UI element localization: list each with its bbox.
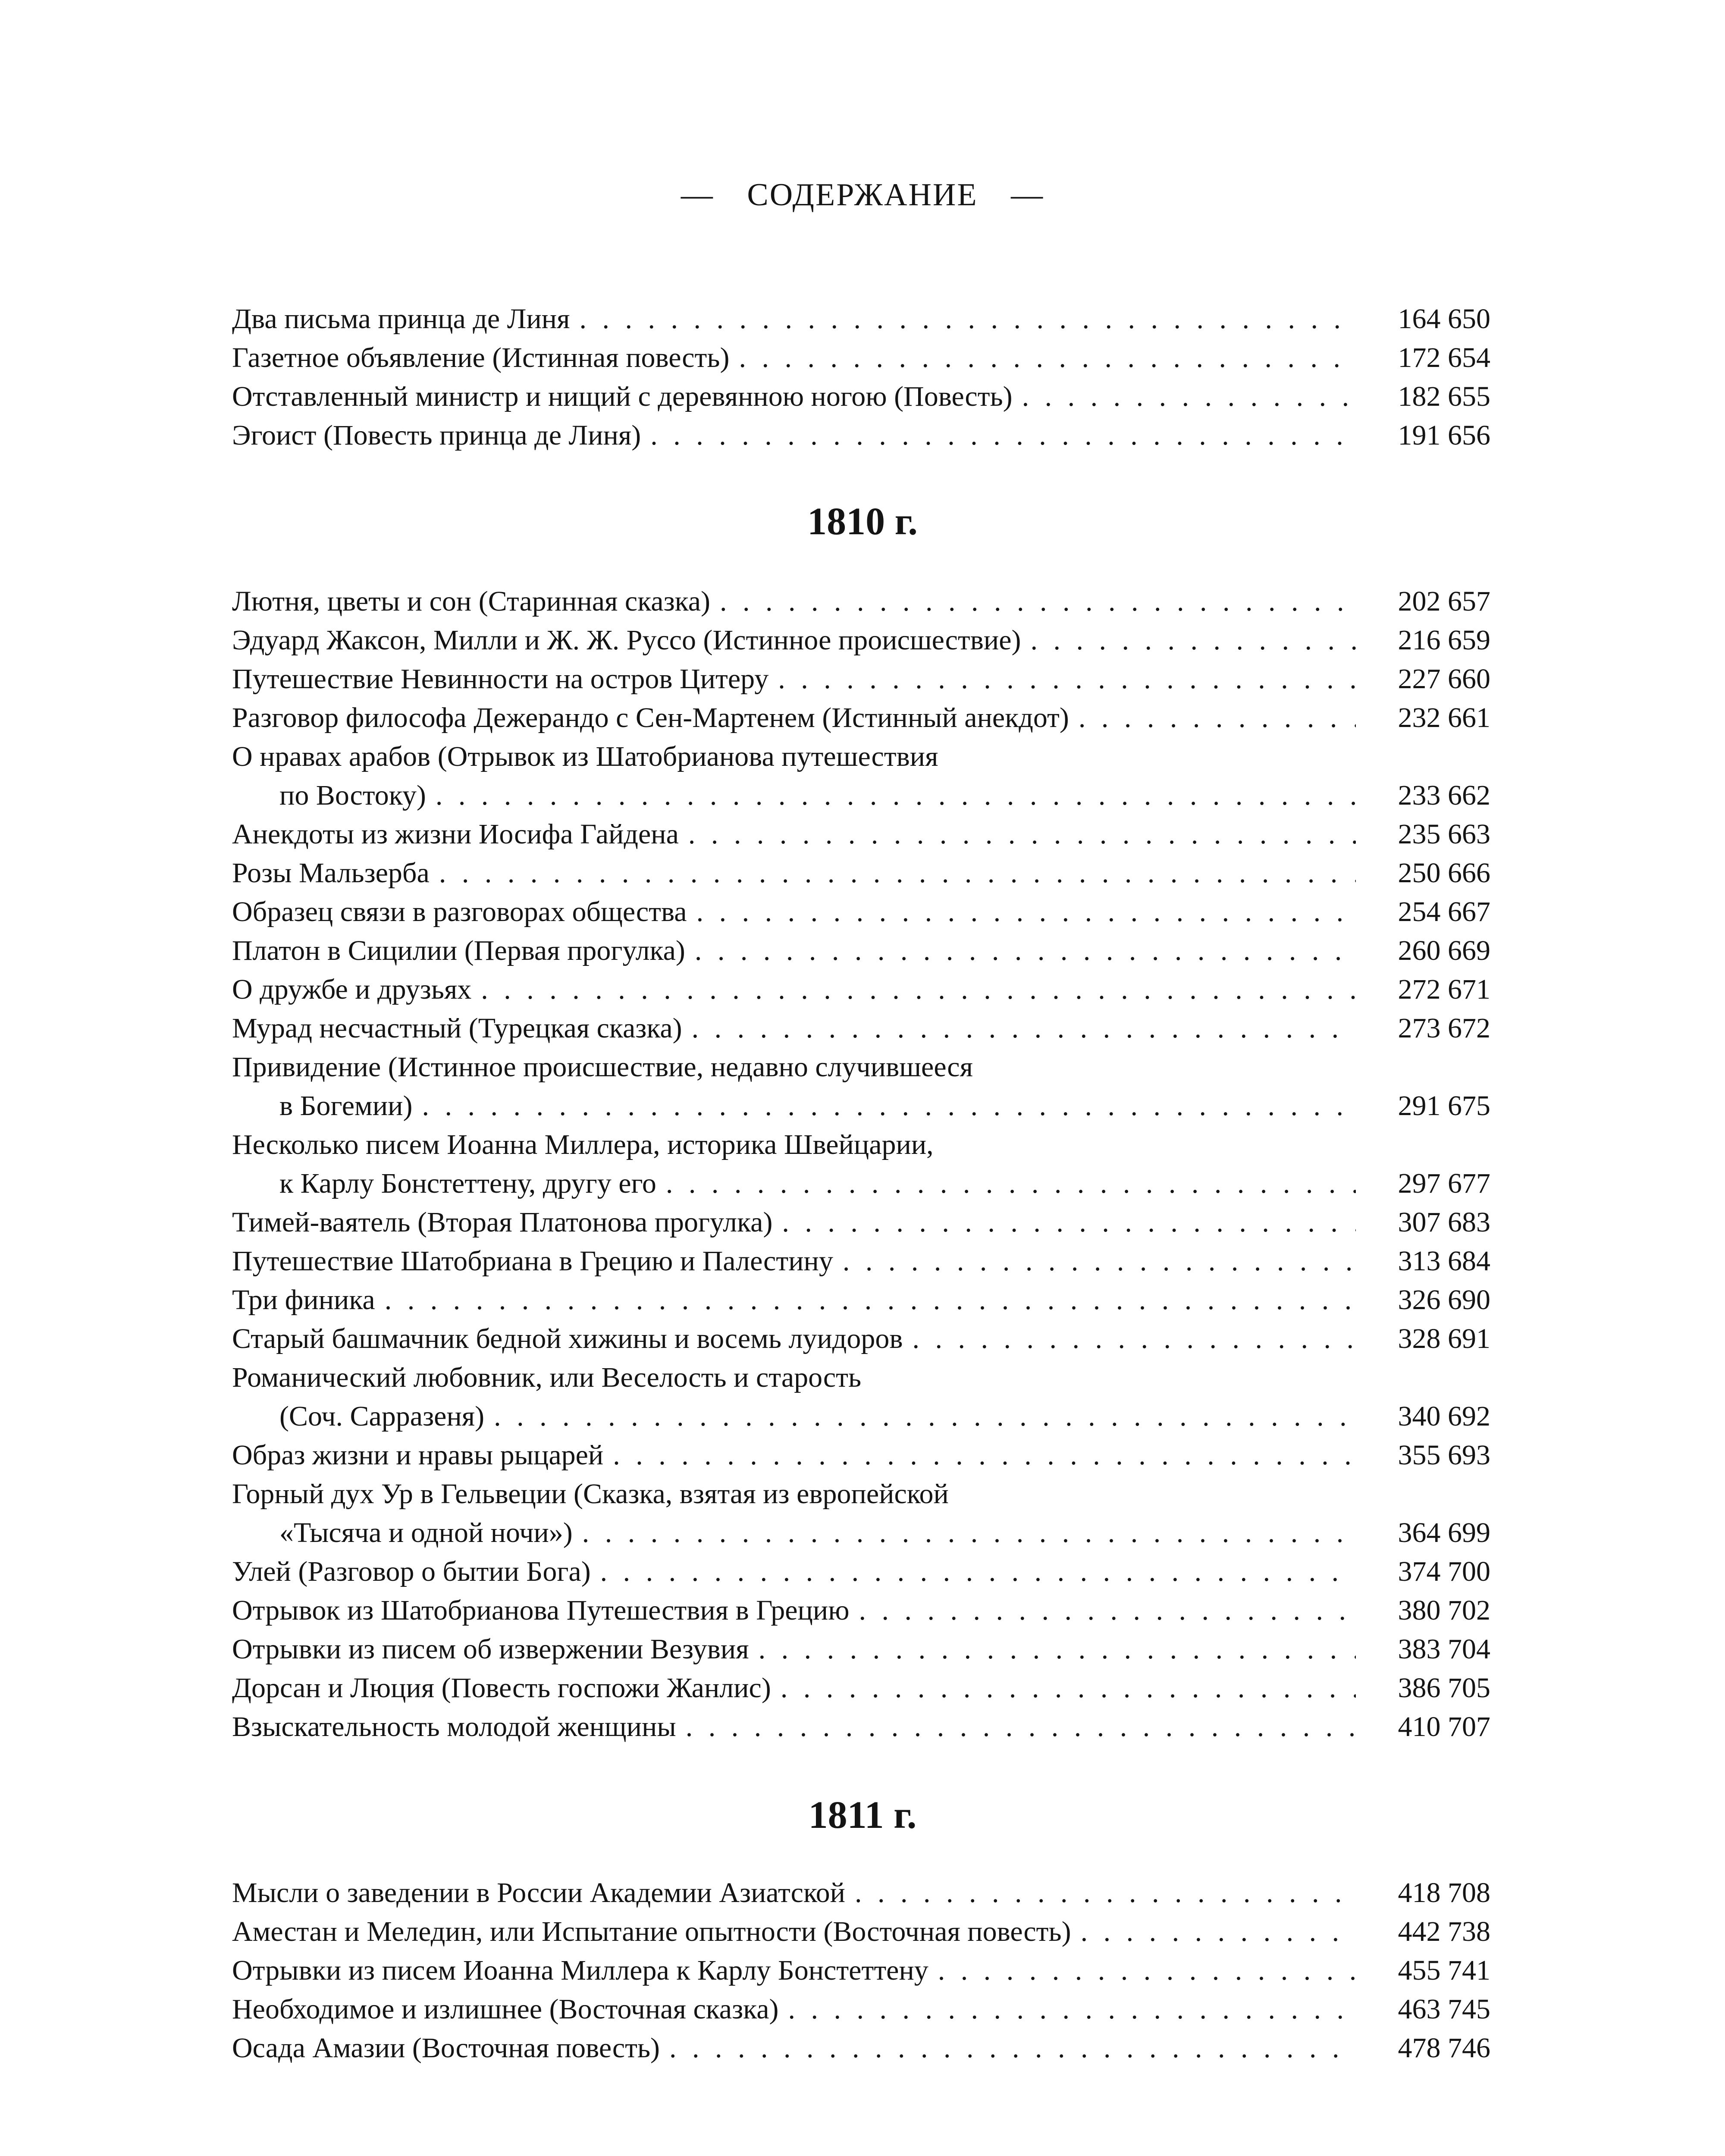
toc-entry bbox=[232, 970, 1490, 1009]
toc-entry bbox=[232, 815, 1490, 854]
dot-leader bbox=[650, 416, 1356, 455]
page-title: СОДЕРЖАНИЕ bbox=[747, 177, 978, 213]
toc-entry-pages: 235 663 bbox=[1398, 818, 1490, 850]
toc-entry bbox=[232, 931, 1490, 970]
toc-entry-pages: 233 662 bbox=[1398, 780, 1490, 811]
toc-entry-title: Отрывки из писем об извержении Везувия bbox=[232, 1633, 749, 1665]
toc-entry-pages: 172 654 bbox=[1398, 342, 1490, 373]
toc-entry-first-line: Горный дух Ур в Гельвеции (Сказка, взятая из европейской bbox=[232, 1478, 949, 1510]
dot-leader bbox=[385, 1281, 1356, 1319]
toc-entry-pages: 250 666 bbox=[1398, 857, 1490, 889]
toc-entry-pages: 364 699 bbox=[1398, 1517, 1490, 1548]
toc-entry-title: к Карлу Бонстеттену, другу его bbox=[279, 1168, 656, 1199]
toc-entry-pages: 383 704 bbox=[1398, 1633, 1490, 1665]
toc-entry bbox=[232, 893, 1490, 931]
toc-entry bbox=[232, 660, 1490, 699]
toc-entry bbox=[232, 1242, 1490, 1281]
dot-leader bbox=[666, 1164, 1356, 1203]
toc-entry-title: Газетное объявление (Истинная повесть) bbox=[232, 342, 730, 373]
toc-entry bbox=[232, 699, 1490, 737]
dot-leader bbox=[782, 1203, 1356, 1242]
toc-block-2 bbox=[232, 582, 1490, 1746]
toc-entry-pages: 254 667 bbox=[1398, 896, 1490, 928]
toc-entry-title: Путешествие Невинности на остров Цитеру bbox=[232, 663, 769, 695]
toc-entry-pages: 374 700 bbox=[1398, 1556, 1490, 1587]
toc-block-3 bbox=[232, 1874, 1490, 2068]
toc-entry bbox=[232, 1397, 1490, 1436]
dot-leader bbox=[1030, 621, 1356, 660]
toc-entry bbox=[232, 1203, 1490, 1242]
toc-entry-pages: 326 690 bbox=[1398, 1284, 1490, 1316]
dot-leader bbox=[1081, 1912, 1356, 1951]
toc-entry bbox=[232, 1912, 1490, 1951]
toc-entry bbox=[232, 2029, 1490, 2068]
year-heading-1811: 1811 г. bbox=[808, 1794, 917, 1836]
toc-entry bbox=[232, 300, 1490, 338]
toc-entry bbox=[232, 1874, 1490, 1912]
toc-entry-pages: 380 702 bbox=[1398, 1595, 1490, 1626]
toc-entry-pages: 340 692 bbox=[1398, 1401, 1490, 1432]
toc-entry-pages: 227 660 bbox=[1398, 663, 1490, 695]
toc-entry-title: Образ жизни и нравы рыцарей bbox=[232, 1439, 604, 1471]
toc-entry-title: Мысли о заведении в России Академии Азиатской bbox=[232, 1877, 845, 1908]
toc-entry-title: «Тысяча и одной ночи») bbox=[279, 1517, 573, 1548]
toc-entry-first-line: Несколько писем Иоанна Миллера, историка Швейцарии, bbox=[232, 1129, 934, 1160]
toc-entry-pages: 478 746 bbox=[1398, 2032, 1490, 2064]
toc-entry-pages: 355 693 bbox=[1398, 1439, 1490, 1471]
toc-entry bbox=[232, 1630, 1490, 1669]
toc-entry-pages: 328 691 bbox=[1398, 1323, 1490, 1354]
toc-entry-title: Три финика bbox=[232, 1284, 375, 1316]
toc-entry-title: Тимей-ваятель (Вторая Платонова прогулка) bbox=[232, 1206, 773, 1238]
dot-leader bbox=[579, 300, 1356, 338]
toc-entry bbox=[232, 1669, 1490, 1708]
dot-leader bbox=[686, 1708, 1356, 1746]
toc-entry-first-line: Привидение (Истинное происшествие, недавно случившееся bbox=[232, 1051, 973, 1083]
toc-entry-title: Отрывки из писем Иоанна Миллера к Карлу Бонстеттену bbox=[232, 1955, 928, 1986]
toc-entry-title: Два письма принца де Линя bbox=[232, 303, 570, 335]
dot-leader bbox=[1022, 377, 1356, 416]
toc-entry bbox=[232, 1990, 1490, 2029]
toc-entry-title: Необходимое и излишнее (Восточная сказка) bbox=[232, 1993, 779, 2025]
toc-entry bbox=[232, 416, 1490, 455]
toc-entry-title: (Соч. Сарразеня) bbox=[279, 1401, 485, 1432]
toc-entry-pages: 260 669 bbox=[1398, 935, 1490, 966]
year-heading-1810: 1810 г. bbox=[807, 500, 918, 543]
header-dash-right: — bbox=[1011, 177, 1044, 213]
dot-leader bbox=[436, 776, 1356, 815]
dot-leader bbox=[692, 1009, 1356, 1048]
toc-entry-title: Разговор философа Дежерандо с Сен-Мартенем (Истинный анекдот) bbox=[232, 702, 1069, 733]
toc-entry-title: Анекдоты из жизни Иосифа Гайдена bbox=[232, 818, 679, 850]
dot-leader bbox=[669, 2029, 1356, 2068]
dot-leader bbox=[439, 854, 1356, 893]
toc-entry-title: Дорсан и Люция (Повесть госпожи Жанлис) bbox=[232, 1672, 771, 1704]
toc-entry-title: Аместан и Меледин, или Испытание опытности (Восточная повесть) bbox=[232, 1916, 1071, 1947]
toc-entry-pages: 164 650 bbox=[1398, 303, 1490, 335]
toc-entry-title: Лютня, цветы и сон (Старинная сказка) bbox=[232, 586, 710, 617]
toc-block-1 bbox=[232, 300, 1490, 455]
toc-entry bbox=[232, 1708, 1490, 1746]
dot-leader bbox=[720, 582, 1356, 621]
toc-entry bbox=[232, 377, 1490, 416]
dot-leader bbox=[582, 1514, 1356, 1552]
toc-entry-pages: 313 684 bbox=[1398, 1245, 1490, 1277]
dot-leader bbox=[938, 1951, 1356, 1990]
toc-entry-title: Эдуард Жаксон, Милли и Ж. Ж. Руссо (Истинное происшествие) bbox=[232, 624, 1021, 656]
toc-entry-pages: 386 705 bbox=[1398, 1672, 1490, 1704]
toc-entry-title: Эгоист (Повесть принца де Линя) bbox=[232, 420, 641, 451]
dot-leader bbox=[1079, 699, 1356, 737]
toc-entry-title: Образец связи в разговорах общества bbox=[232, 896, 687, 928]
toc-entry-pages: 182 655 bbox=[1398, 381, 1490, 412]
toc-entry bbox=[232, 776, 1490, 815]
toc-entry-pages: 442 738 bbox=[1398, 1916, 1490, 1947]
toc-entry bbox=[232, 582, 1490, 621]
dot-leader bbox=[855, 1874, 1356, 1912]
toc-entry-pages: 216 659 bbox=[1398, 624, 1490, 656]
dot-leader bbox=[696, 893, 1356, 931]
dot-leader bbox=[859, 1591, 1356, 1630]
toc-entry bbox=[232, 1552, 1490, 1591]
toc-entry bbox=[232, 1281, 1490, 1319]
toc-entry-pages: 202 657 bbox=[1398, 586, 1490, 617]
dot-leader bbox=[695, 931, 1356, 970]
toc-entry-title: Розы Мальзерба bbox=[232, 857, 430, 889]
toc-entry-pages: 418 708 bbox=[1398, 1877, 1490, 1908]
toc-entry-title: Отставленный министр и нищий с деревянною ногою (Повесть) bbox=[232, 381, 1013, 412]
toc-entry bbox=[232, 1514, 1490, 1552]
toc-entry-title: Взыскательность молодой женщины bbox=[232, 1711, 676, 1742]
toc-entry-title: Платон в Сицилии (Первая прогулка) bbox=[232, 935, 685, 966]
toc-entry bbox=[232, 1087, 1490, 1125]
toc-entry-title: в Богемии) bbox=[279, 1090, 413, 1122]
dot-leader bbox=[739, 338, 1356, 377]
header-dash-left: — bbox=[681, 177, 714, 213]
toc-entry-pages: 232 661 bbox=[1398, 702, 1490, 733]
toc-entry-pages: 191 656 bbox=[1398, 420, 1490, 451]
toc-entry bbox=[232, 1951, 1490, 1990]
toc-entry-pages: 297 677 bbox=[1398, 1168, 1490, 1199]
dot-leader bbox=[788, 1990, 1356, 2029]
toc-entry bbox=[232, 338, 1490, 377]
dot-leader bbox=[778, 660, 1356, 699]
page-header bbox=[0, 173, 1725, 216]
toc-entry-first-line: Романический любовник, или Веселость и старость bbox=[232, 1362, 862, 1393]
toc-entry-title: Мурад несчастный (Турецкая сказка) bbox=[232, 1012, 682, 1044]
toc-entry-pages: 307 683 bbox=[1398, 1206, 1490, 1238]
toc-entry-pages: 455 741 bbox=[1398, 1955, 1490, 1986]
dot-leader bbox=[688, 815, 1356, 854]
dot-leader bbox=[422, 1087, 1356, 1125]
toc-entry-title: Старый башмачник бедной хижины и восемь луидоров bbox=[232, 1323, 903, 1354]
toc-entry bbox=[232, 621, 1490, 660]
toc-entry bbox=[232, 1319, 1490, 1358]
toc-entry-pages: 272 671 bbox=[1398, 974, 1490, 1005]
toc-entry-pages: 273 672 bbox=[1398, 1012, 1490, 1044]
dot-leader bbox=[481, 970, 1356, 1009]
dot-leader bbox=[759, 1630, 1356, 1669]
dot-leader bbox=[600, 1552, 1356, 1591]
dot-leader bbox=[613, 1436, 1356, 1475]
dot-leader bbox=[913, 1319, 1356, 1358]
dot-leader bbox=[781, 1669, 1356, 1708]
toc-entry-pages: 291 675 bbox=[1398, 1090, 1490, 1122]
toc-entry-title: по Востоку) bbox=[279, 780, 426, 811]
toc-entry-title: Отрывок из Шатобрианова Путешествия в Грецию bbox=[232, 1595, 850, 1626]
toc-entry-title: Осада Амазии (Восточная повесть) bbox=[232, 2032, 660, 2064]
toc-entry bbox=[232, 1591, 1490, 1630]
toc-entry bbox=[232, 854, 1490, 893]
toc-entry-title: Путешествие Шатобриана в Грецию и Палестину bbox=[232, 1245, 833, 1277]
toc-entry-first-line: О нравах арабов (Отрывок из Шатобрианова путешествия bbox=[232, 741, 938, 772]
toc-entry-pages: 410 707 bbox=[1398, 1711, 1490, 1742]
toc-entry bbox=[232, 1436, 1490, 1475]
toc-entry-pages: 463 745 bbox=[1398, 1993, 1490, 2025]
toc-entry-title: О дружбе и друзьях bbox=[232, 974, 472, 1005]
toc-entry bbox=[232, 1164, 1490, 1203]
dot-leader bbox=[843, 1242, 1356, 1281]
dot-leader bbox=[494, 1397, 1356, 1436]
toc-entry bbox=[232, 1009, 1490, 1048]
toc-entry-title: Улей (Разговор о бытии Бога) bbox=[232, 1556, 591, 1587]
